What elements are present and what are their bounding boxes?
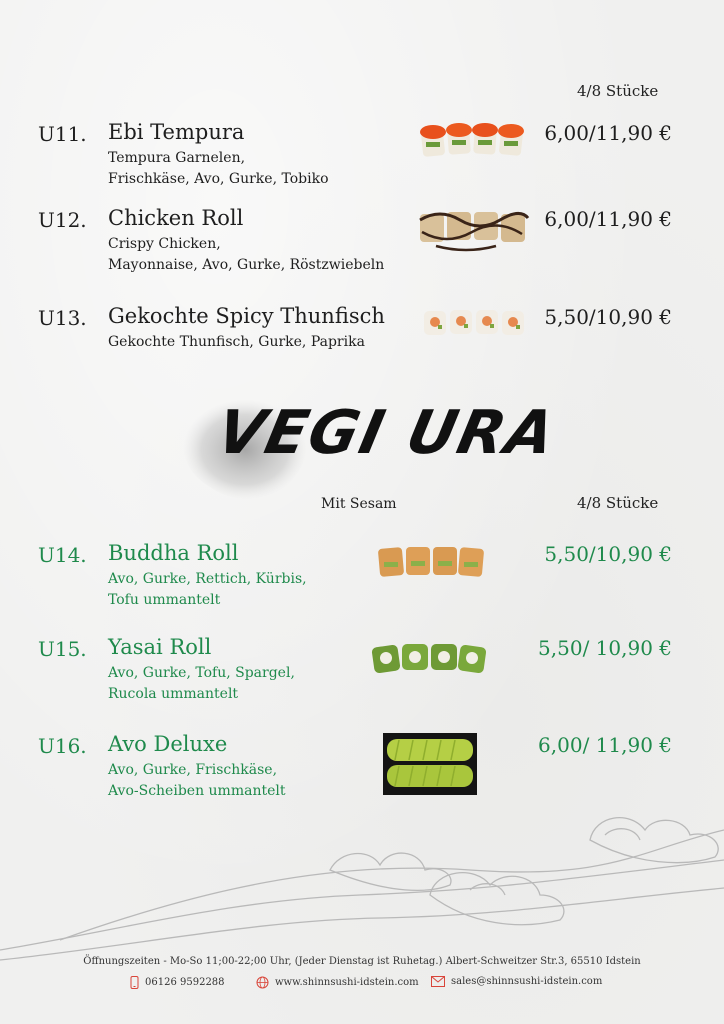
item-description: Crispy Chicken, Mayonnaise, Avo, Gurke, Röstzwiebeln [108,236,385,273]
item-price: 5,50/10,90 € [544,305,672,329]
spicy-thunfisch-photo [420,305,528,341]
ebi-tempura-photo [418,120,530,164]
item-name: Yasai Roll [108,635,212,659]
item-description: Gekochte Thunfisch, Gurke, Paprika [108,334,365,350]
item-name: Avo Deluxe [108,732,228,756]
yasai-roll-photo [370,638,488,678]
item-code: U13. [38,306,87,330]
section-title: VEGI URA [210,398,563,468]
item-price: 6,00/11,90 € [544,207,672,231]
item-name: Buddha Roll [108,541,239,565]
item-code: U15. [38,637,87,661]
item-name: Chicken Roll [108,206,244,230]
avo-deluxe-photo [383,733,477,795]
item-description: Tempura Garnelen, Frischkäse, Avo, Gurke, Tobiko [108,150,329,187]
globe-icon [256,976,269,989]
buddha-roll-photo [376,542,486,582]
item-code: U12. [38,208,87,232]
opening-hours: Öffnungszeiten - Mo-So 11;00-22;00 Uhr, (Jeder Dienstag ist Ruhetag.) Albert-Schweitzer Str.3, 65510 Idstein [83,956,641,967]
chicken-roll-photo [416,206,530,254]
item-code: U16. [38,734,87,758]
section-subtitle: Mit Sesam [321,496,397,512]
item-description: Avo, Gurke, Rettich, Kürbis, Tofu ummantelt [108,571,307,608]
item-code: U11. [38,122,87,146]
phone-contact [130,976,225,989]
item-price: 5,50/ 10,90 € [538,636,672,660]
item-name: Ebi Tempura [108,120,245,144]
item-price: 6,00/ 11,90 € [538,733,672,757]
phone-icon [130,976,139,989]
item-code: U14. [38,543,87,567]
item-name: Gekochte Spicy Thunfisch [108,304,385,328]
item-price: 6,00/11,90 € [544,121,672,145]
item-price: 5,50/10,90 € [544,542,672,566]
cloud-ornament [0,800,724,970]
website-link[interactable]: www.shinnsushi-idstein.com [275,977,419,988]
email-link[interactable]: sales@shinnsushi-idstein.com [451,976,603,987]
email-contact [431,976,602,987]
pieces-label-vegi: 4/8 Stücke [577,494,659,512]
mail-icon [431,976,445,987]
website-contact [256,976,419,989]
item-description: Avo, Gurke, Tofu, Spargel, Rucola ummantelt [108,665,295,702]
phone-number[interactable]: 06126 9592288 [145,977,225,988]
pieces-label-top: 4/8 Stücke [577,82,659,100]
item-description: Avo, Gurke, Frischkäse, Avo-Scheiben ummantelt [108,762,286,799]
